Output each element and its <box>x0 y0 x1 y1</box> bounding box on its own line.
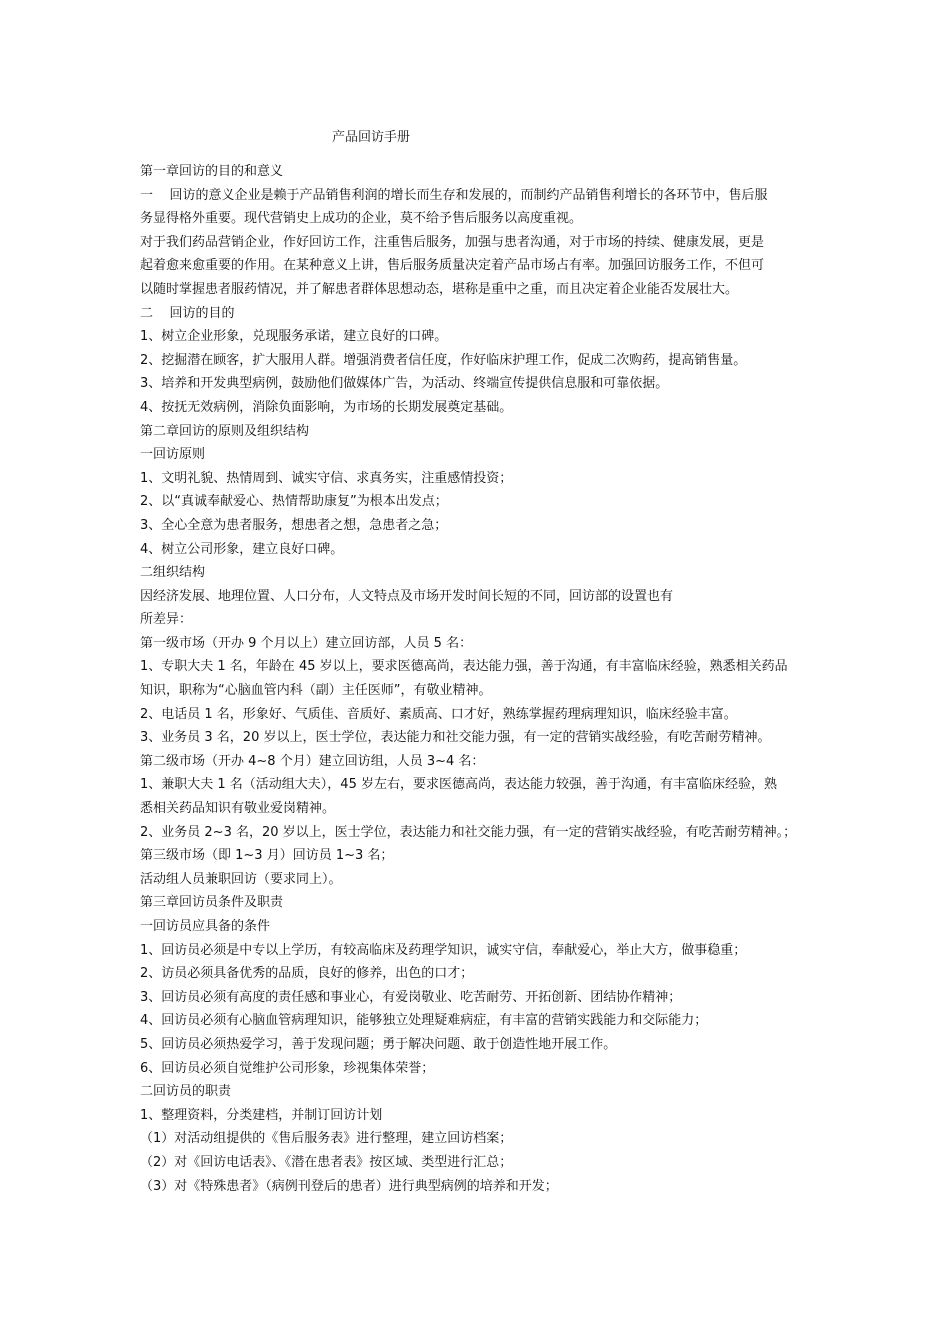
document-title: 产品回访手册 <box>332 130 411 145</box>
text-line: 第一级市场（开办 9 个月以上）建立回访部，人员 5 名： <box>140 635 473 651</box>
text-line: 4、树立公司形象，建立良好口碑。 <box>140 541 344 557</box>
text-line: 2、业务员 2~3 名，20 岁以上，医士学位，表达能力和社交能力强，有一定的营销实战经验，有吃苦耐劳精神。； <box>140 824 797 840</box>
text-line: 1、回访员必须是中专以上学历，有较高临床及药理学知识，诚实守信，奉献爱心，举止大方，做事稳重； <box>140 942 747 958</box>
text-line: 1、文明礼貌、热情周到、诚实守信、求真务实，注重感情投资； <box>140 470 513 486</box>
text-line: 活动组人员兼职回访（要求同上）。 <box>140 871 342 887</box>
text-line: 6、回访员必须自觉维护公司形象，珍视集体荣誉； <box>140 1060 435 1076</box>
text-line: 5、回访员必须热爱学习，善于发现问题；勇于解决问题、敢于创造性地开展工作。 <box>140 1036 617 1052</box>
text-line: 1、专职大夫 1 名，年龄在 45 岁以上，要求医德高尚，表达能力强，善于沟通，有丰富临床经验，熟悉相关药品 <box>140 659 788 675</box>
text-line: （1）对活动组提供的《售后服务表》进行整理，建立回访档案； <box>140 1131 513 1147</box>
text-line: 二组织结构 <box>140 565 206 581</box>
text-line: 第三章回访员条件及职责 <box>140 895 284 911</box>
text-line: 第一章回访的目的和意义 <box>140 164 284 179</box>
text-line: 4、回访员必须有心脑血管病理知识，能够独立处理疑难病症，有丰富的营销实践能力和交际能力； <box>140 1013 708 1029</box>
text-line: 2、挖掘潜在顾客，扩大服用人群。增强消费者信任度，作好临床护理工作，促成二次购药，提高销售量。 <box>140 352 747 368</box>
text-line: 4、按抚无效病例，消除负面影响，为市场的长期发展奠定基础。 <box>140 399 513 415</box>
text-line: 起着愈来愈重要的作用。在某种意义上讲，售后服务质量决定着产品市场占有率。加强回访服务工作，不但可 <box>140 258 765 274</box>
text-line: 务显得格外重要。现代营销史上成功的企业，莫不给予售后服务以高度重视。 <box>140 211 583 227</box>
text-line: 以随时掌握患者服药情况，并了解患者群体思想动态，堪称是重中之重，而且决定着企业能否发展壮大。 <box>140 281 739 297</box>
text-line: 所差异： <box>140 612 193 628</box>
document-body <box>140 160 820 1198</box>
text-line: 1、整理资料，分类建档，并制订回访计划 <box>140 1107 383 1123</box>
text-line: 3、全心全意为患者服务，想患者之想，急患者之急； <box>140 517 448 533</box>
text-line: （3）对《特殊患者》（病例刊登后的患者）进行典型病例的培养和开发； <box>140 1178 558 1194</box>
text-line: 二 回访的目的 <box>140 305 235 321</box>
text-line: 3、培养和开发典型病例，鼓励他们做媒体广告，为活动、终端宣传提供信息服和可靠依据。 <box>140 376 669 392</box>
text-line: 第三级市场（即 1~3 月）回访员 1~3 名； <box>140 848 394 864</box>
text-line: 知识，职称为“心脑血管内科（副）主任医师”，有敬业精神。 <box>140 683 492 699</box>
text-line: 一回访员应具备的条件 <box>140 919 271 934</box>
text-line: 第二级市场（开办 4~8 个月）建立回访组，人员 3~4 名： <box>140 753 485 769</box>
text-line: 1、树立企业形象，兑现服务承诺，建立良好的口碑。 <box>140 329 448 345</box>
text-line: 2、电话员 1 名，形象好、气质佳、音质好、素质高、口才好，熟练掌握药理病理知识，临床经验丰富。 <box>140 706 737 722</box>
text-line: 第二章回访的原则及组织结构 <box>140 423 310 439</box>
text-line: 因经济发展、地理位置、人口分布，人文特点及市场开发时间长短的不同，回访部的设置也有 <box>140 588 674 604</box>
text-line: （2）对《回访电话表》、《潜在患者表》按区域、类型进行汇总； <box>140 1154 513 1170</box>
text-line: 一回访原则 <box>140 447 206 463</box>
text-line: 1、兼职大夫 1 名（活动组大夫），45 岁左右，要求医德高尚，表达能力较强，善于沟通，有丰富临床经验，熟 <box>140 777 777 793</box>
text-line: 对于我们药品营销企业，作好回访工作，注重售后服务，加强与患者沟通，对于市场的持续、健康发展，更是 <box>140 234 765 250</box>
text-line: 二回访员的职责 <box>140 1084 232 1100</box>
text-line: 3、回访员必须有高度的责任感和事业心，有爱岗敬业、吃苦耐劳、开拓创新、团结协作精神； <box>140 989 682 1005</box>
text-line: 一 回访的意义企业是赖于产品销售利润的增长而生存和发展的，而制约产品销售利增长的各环节中，售后服 <box>140 187 768 203</box>
text-line: 2、访员必须具备优秀的品质，良好的修养，出色的口才； <box>140 966 474 982</box>
text-line: 悉相关药品知识有敬业爱岗精神。 <box>140 801 336 817</box>
text-line: 2、以“真诚奉献爱心、热情帮助康复”为根本出发点； <box>140 494 448 510</box>
text-line: 3、业务员 3 名，20 岁以上，医士学位，表达能力和社交能力强，有一定的营销实战经验，有吃苦耐劳精神。 <box>140 730 771 746</box>
